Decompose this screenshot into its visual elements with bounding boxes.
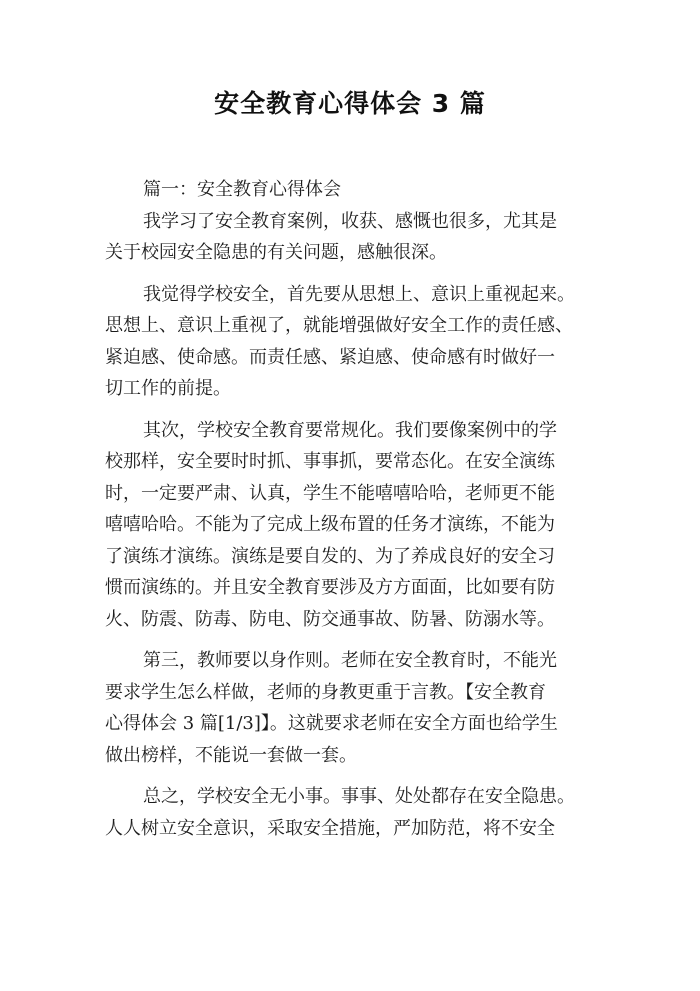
paragraph (105, 206, 605, 269)
document-body (105, 174, 605, 844)
paragraph-line: 时，一定要严肃、认真，学生不能嘻嘻哈哈，老师更不能 (105, 482, 555, 504)
paragraph-line: 做出榜样，不能说一套做一套。 (105, 744, 357, 766)
paragraph-line: 惯而演练的。并且安全教育要涉及方方面面，比如要有防 (105, 577, 555, 598)
paragraph-line: 其次，学校安全教育要常规化。我们要像案例中的学 (143, 419, 557, 441)
paragraph-line: 心得体会 3 篇[1/3]】。这就要求老师在安全方面也给学生 (105, 713, 558, 734)
section-heading: 篇一：安全教育心得体会 (143, 179, 341, 200)
paragraph-line: 总之，学校安全无小事。事事、处处都存在安全隐患。 (143, 786, 575, 807)
paragraph (105, 781, 605, 844)
paragraph-line: 切工作的前提。 (105, 378, 231, 399)
document-title: 安全教育心得体会 3 篇 (214, 89, 486, 118)
paragraph-line: 思想上、意识上重视了，就能增强做好安全工作的责任感、 (105, 315, 573, 336)
paragraph (105, 415, 605, 636)
paragraph (105, 279, 605, 405)
paragraph-line: 要求学生怎么样做，老师的身教更重于言教。【安全教育 (105, 681, 546, 703)
paragraph-line: 火、防震、防毒、防电、防交通事故、防暑、防溺水等。 (105, 608, 555, 630)
paragraph-line: 我学习了安全教育案例，收获、感慨也很多，尤其是 (143, 210, 557, 232)
paragraph-line: 人人树立安全意识，采取安全措施，严加防范，将不安全 (105, 817, 555, 839)
paragraph (105, 645, 605, 771)
paragraph-line: 紧迫感、使命感。而责任感、紧迫感、使命感有时做好一 (105, 346, 555, 368)
paragraph-line: 关于校园安全隐患的有关问题，感触很深。 (105, 242, 447, 263)
paragraph-line: 了演练才演练。演练是要自发的、为了养成良好的安全习 (105, 545, 555, 567)
paragraph-line: 我觉得学校安全，首先要从思想上、意识上重视起来。 (143, 283, 575, 305)
paragraph-line: 校那样，安全要时时抓、事事抓，要常态化。在安全演练 (105, 451, 555, 472)
paragraph-line: 第三，教师要以身作则。老师在安全教育时，不能光 (143, 650, 557, 671)
paragraph-line: 嘻嘻哈哈。不能为了完成上级布置的任务才演练，不能为 (105, 514, 555, 535)
